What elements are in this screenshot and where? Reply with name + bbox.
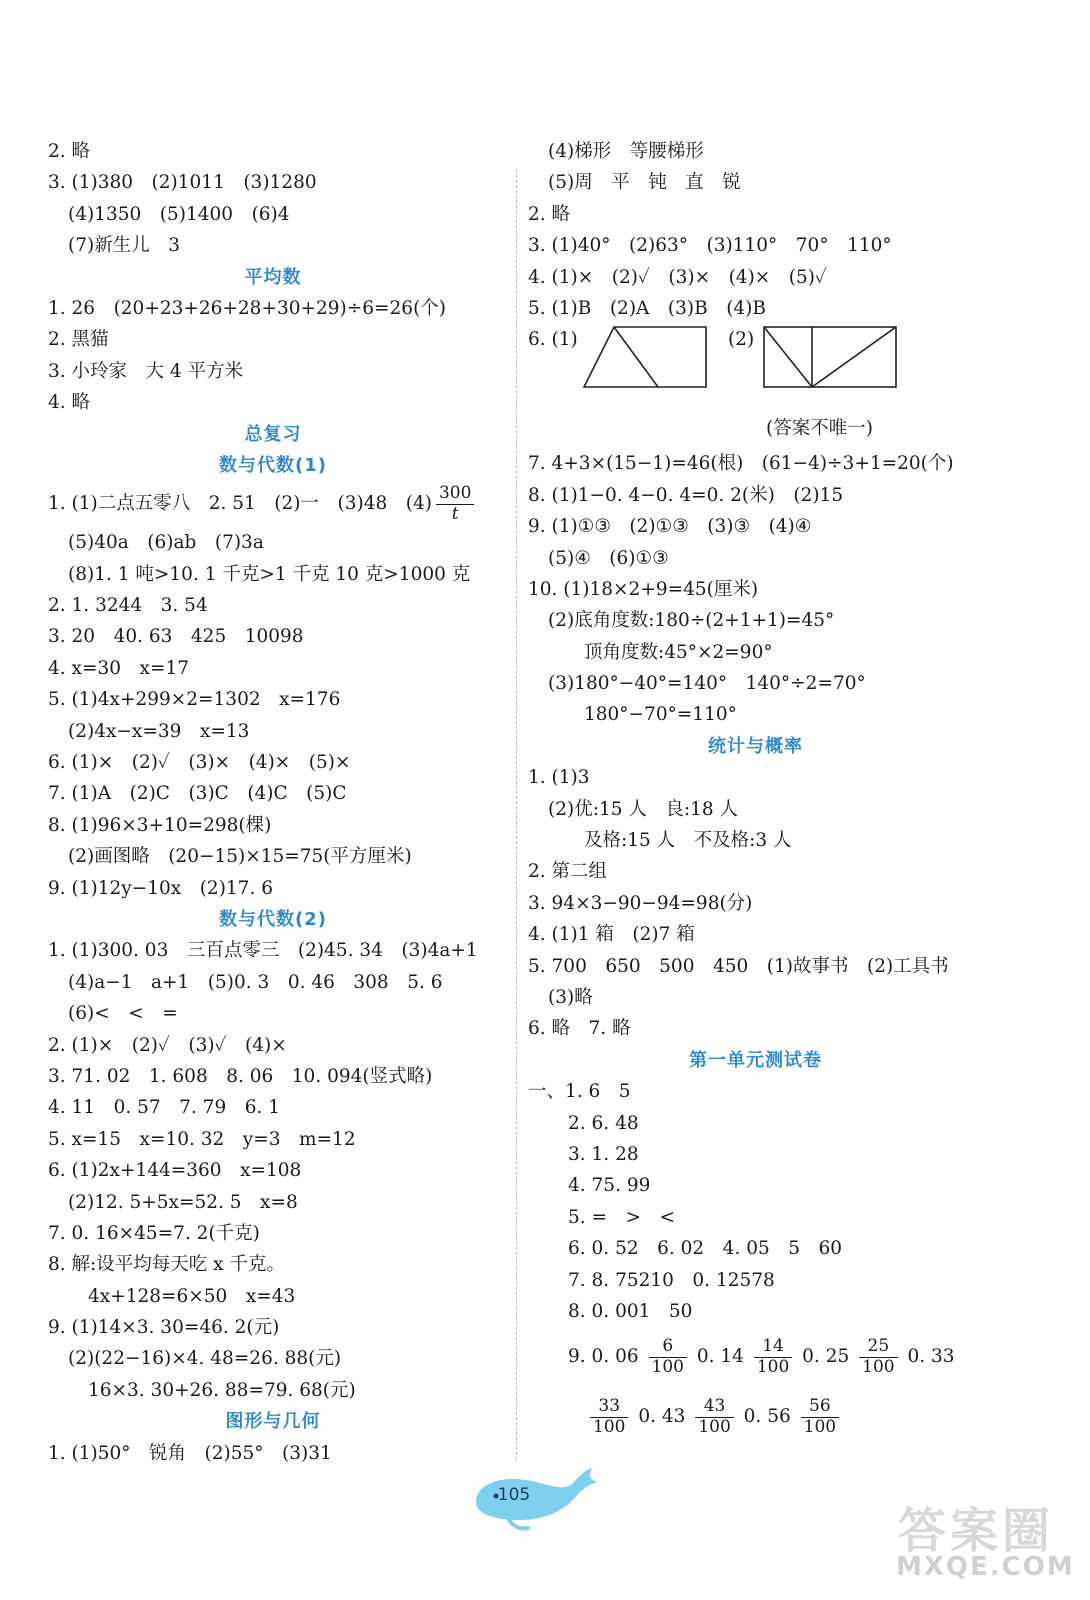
answer-line: (4)梯形 等腰梯形 — [548, 141, 704, 162]
answer-line: 1. (1)50° 锐角 (2)55° (3)31 — [48, 1442, 332, 1464]
answer-line: (3)略 — [548, 986, 593, 1008]
section-heading-statistics: 统计与概率 — [708, 735, 803, 757]
answer-line: 5. = > < — [568, 1206, 676, 1228]
answer-line: 9. (1)12y−10x (2)17. 6 — [48, 877, 273, 899]
fraction-numerator: 14 — [754, 1337, 792, 1358]
answer-line: 4. 略 — [48, 392, 91, 414]
fraction-denominator: t — [451, 503, 459, 524]
answer-line-fractions — [528, 1387, 1058, 1447]
answer-line: 7. 0. 16×45=7. 2(千克) — [48, 1222, 260, 1244]
section-heading-average: 平均数 — [244, 266, 302, 288]
answer-text: 0. 14 — [696, 1346, 744, 1368]
answer-line: 2. 略 — [48, 141, 91, 162]
answer-line-fractions — [528, 1327, 1058, 1387]
answer-line: 2. (1)× (2)✓ (3)✓ (4)× — [48, 1034, 287, 1056]
answer-line: 4x+128=6×50 x=43 — [88, 1285, 296, 1307]
fraction-numerator: 6 — [649, 1337, 687, 1358]
answer-line: (2)12. 5+5x=52. 5 x=8 — [68, 1191, 298, 1213]
answer-line: 5. 700 650 500 450 (1)故事书 (2)工具书 — [528, 955, 949, 977]
fraction — [649, 1337, 687, 1377]
answer-line: (2)优:15 人 良:18 人 — [548, 798, 739, 820]
answer-line: (5)40a (6)ab (7)3a — [68, 532, 264, 554]
answer-line — [48, 481, 510, 527]
answer-line: 8. (1)1−0. 4−0. 4=0. 2(米) (2)15 — [528, 484, 844, 506]
answer-text: 9. 0. 06 — [568, 1346, 639, 1368]
watermark-text: 答案圈 — [898, 1503, 1055, 1559]
fraction — [801, 1397, 839, 1437]
fraction-numerator: 25 — [859, 1337, 897, 1358]
answer-line: 2. 6. 48 — [568, 1112, 639, 1134]
rectangle-split-figure — [762, 325, 898, 389]
parallelogram-split-figure — [582, 325, 708, 389]
answer-line: 9. (1)14×3. 30=46. 2(元) — [48, 1317, 280, 1339]
fraction — [590, 1397, 628, 1437]
right-column — [528, 136, 1058, 1447]
answer-line: 3. (1)40° (2)63° (3)110° 70° 110° — [528, 235, 892, 257]
answer-line: 3. 94×3−90−94=98(分) — [528, 892, 753, 914]
answer-line: 2. 1. 3244 3. 54 — [48, 595, 208, 617]
answer-line: 3. 71. 02 1. 608 8. 06 10. 094(竖式略) — [48, 1065, 433, 1087]
answer-line: (6)< < = — [68, 1003, 178, 1025]
answer-line: (5)周 平 钝 直 锐 — [548, 172, 741, 194]
answer-line: (5)④ (6)①③ — [548, 547, 669, 569]
figure-row — [528, 324, 1058, 410]
answer-line: 2. 略 — [528, 203, 571, 225]
answer-line: (7)新生儿 3 — [68, 235, 180, 257]
answer-line: 10. (1)18×2+9=45(厘米) — [528, 578, 759, 600]
answer-line: 一、1. 6 5 — [528, 1081, 631, 1103]
watermark-url: MXQE.COM — [896, 1552, 1075, 1582]
answer-text: 0. 56 — [743, 1406, 791, 1428]
answer-line: 7. 4+3×(15−1)=46(根) (61−4)÷3+1=20(个) — [528, 453, 954, 475]
answer-line: 4. (1)× (2)✓ (3)× (4)× (5)✓ — [528, 266, 827, 288]
answer-line: (2)(22−16)×4. 48=26. 88(元) — [68, 1348, 342, 1370]
answer-line: 2. 黑猫 — [48, 329, 109, 351]
answer-line: 5. x=15 x=10. 32 y=3 m=12 — [48, 1128, 356, 1150]
answer-line: 5. (1)B (2)A (3)B (4)B — [528, 297, 766, 319]
left-column — [48, 136, 510, 1469]
answer-line: 16×3. 30+26. 88=79. 68(元) — [88, 1379, 356, 1401]
section-heading-geometry: 图形与几何 — [225, 1411, 321, 1433]
answer-line: 5. (1)4x+299×2=1302 x=176 — [48, 689, 341, 711]
fraction — [436, 484, 474, 524]
figure-label-1: 6. (1) — [528, 329, 578, 351]
answer-line: (4)a−1 a+1 (5)0. 3 0. 46 308 5. 6 — [68, 971, 443, 993]
page-number: 105 — [497, 1485, 531, 1505]
answer-line: (4)1350 (5)1400 (6)4 — [68, 203, 290, 225]
answer-line: 4. 75. 99 — [568, 1175, 651, 1197]
answer-line: 9. (1)①③ (2)①③ (3)③ (4)④ — [528, 516, 812, 538]
section-heading-review: 总复习 — [244, 423, 302, 445]
answer-text: 0. 33 — [907, 1346, 955, 1368]
answer-line: 6. 0. 52 6. 02 4. 05 5 60 — [568, 1238, 843, 1260]
watermark-logo — [888, 1490, 1078, 1590]
answer-line: 4. 11 0. 57 7. 79 6. 1 — [48, 1097, 281, 1119]
answer-line: 7. (1)A (2)C (3)C (4)C (5)C — [48, 783, 347, 805]
answer-line: 180°−70°=110° — [584, 704, 737, 726]
answer-line: 3. (1)380 (2)1011 (3)1280 — [48, 172, 317, 194]
answer-line: 1. (1)300. 03 三百点零三 (2)45. 34 (3)4a+1 — [48, 940, 478, 962]
fraction-numerator: 43 — [695, 1397, 733, 1418]
answer-line: 顶角度数:45°×2=90° — [584, 641, 773, 663]
fraction-denominator: 100 — [593, 1416, 626, 1437]
answer-text: 0. 43 — [638, 1406, 686, 1428]
fraction — [859, 1337, 897, 1377]
figure-label-2: (2) — [728, 329, 755, 351]
answer-line: 1. 26 (20+23+26+28+30+29)÷6=26(个) — [48, 297, 447, 319]
answer-line: 8. (1)96×3+10=298(棵) — [48, 814, 272, 836]
answer-line: 6. 略 7. 略 — [528, 1018, 631, 1040]
section-heading-unit1-test: 第一单元测试卷 — [689, 1049, 822, 1071]
answer-line: (8)1. 1 吨>10. 1 千克>1 千克 10 克>1000 克 — [68, 563, 471, 585]
fraction-denominator: 100 — [698, 1416, 731, 1437]
answer-note: (答案不唯一) — [766, 418, 873, 440]
section-heading-numbers-1: 数与代数(1) — [219, 454, 327, 476]
page-number-badge — [468, 1462, 608, 1534]
answer-line: 6. (1)× (2)✓ (3)× (4)× (5)× — [48, 752, 351, 774]
answer-line: 1. (1)3 — [528, 767, 590, 789]
answer-line: 6. (1)2x+144=360 x=108 — [48, 1160, 302, 1182]
answer-line: 7. 8. 75210 0. 12578 — [568, 1269, 775, 1291]
answer-text: 0. 25 — [802, 1346, 850, 1368]
fraction-denominator: 100 — [756, 1356, 790, 1377]
fraction-numerator: 300 — [436, 484, 474, 505]
fraction-numerator: 33 — [590, 1397, 628, 1418]
fraction — [695, 1397, 733, 1437]
section-heading-numbers-2: 数与代数(2) — [219, 908, 327, 930]
answer-line: (2)4x−x=39 x=13 — [68, 720, 250, 742]
fraction-numerator: 56 — [801, 1397, 839, 1418]
answer-line: 8. 0. 001 50 — [568, 1300, 693, 1322]
answer-line: 3. 小玲家 大 4 平方米 — [48, 360, 244, 382]
fraction — [754, 1337, 792, 1377]
answer-line: (2)底角度数:180÷(2+1+1)=45° — [548, 610, 835, 632]
answer-line: (2)画图略 (20−15)×15=75(平方厘米) — [68, 846, 412, 868]
fraction-denominator: 100 — [803, 1416, 837, 1437]
fraction-denominator: 100 — [862, 1356, 895, 1377]
answer-line: 4. (1)1 箱 (2)7 箱 — [528, 924, 695, 946]
answer-line: 3. 20 40. 63 425 10098 — [48, 626, 304, 648]
answer-text: 1. (1)二点五零八 2. 51 (2)一 (3)48 (4) — [48, 493, 432, 515]
answer-line: 2. 第二组 — [528, 861, 608, 883]
fraction-denominator: 100 — [651, 1356, 684, 1377]
answer-line: 8. 解:设平均每天吃 x 千克。 — [48, 1254, 285, 1276]
answer-line: 及格:15 人 不及格:3 人 — [584, 830, 792, 852]
answer-line: 4. x=30 x=17 — [48, 657, 189, 679]
answer-line: 3. 1. 28 — [568, 1143, 639, 1165]
column-divider — [516, 170, 517, 1460]
answer-line: (3)180°−40°=140° 140°÷2=70° — [548, 673, 866, 695]
